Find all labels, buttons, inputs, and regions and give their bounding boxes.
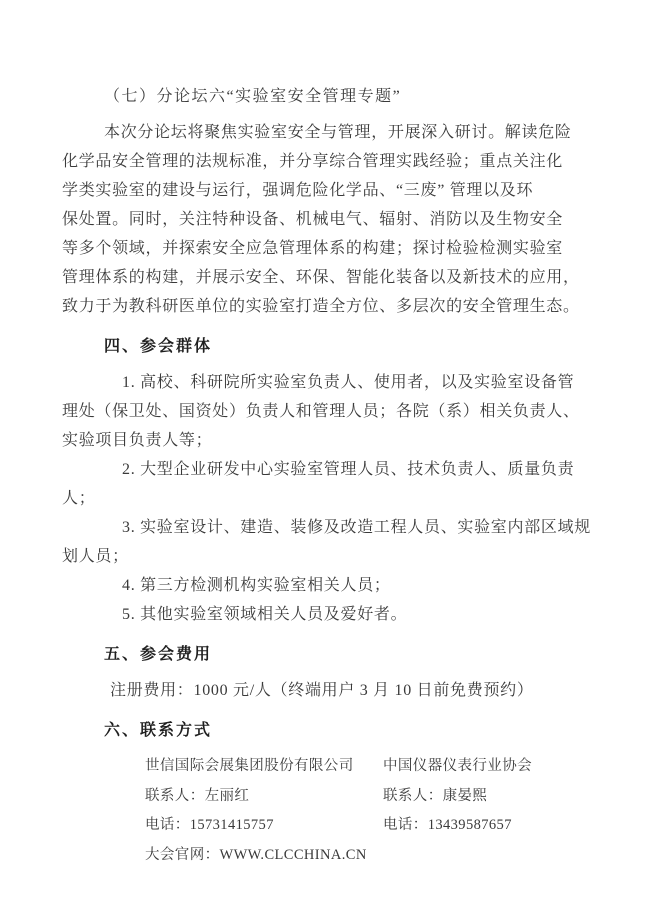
list-item-line: 2. 大型企业研发中心实验室管理人员、技术负责人、质量负责 — [122, 461, 575, 478]
contact-person: 联系人：左丽红 — [145, 787, 250, 804]
list-item-line: 实验项目负责人等； — [62, 432, 213, 449]
contact-column-right — [383, 752, 572, 870]
list-item-line: 1. 高校、科研院所实验室负责人、使用者，以及实验室设备管 — [122, 374, 575, 391]
participants-list — [62, 368, 592, 629]
contact-phone: 电话：13439587657 — [383, 817, 512, 833]
contact-org-name: 世信国际会展集团股份有限公司 — [145, 758, 354, 774]
contact-phone: 电话：15731415757 — [145, 817, 274, 833]
paragraph-line: 学类实验室的建设与运行，强调危险化学品、“三废” 管理以及环 — [62, 182, 534, 199]
paragraph-line: 化学品安全管理的法规标准，并分享综合管理实践经验；重点关注化 — [62, 153, 564, 170]
list-item-line: 理处（保卫处、国资处）负责人和管理人员；各院（系）相关负责人、 — [62, 403, 580, 420]
list-item-line: 划人员； — [62, 548, 129, 565]
list-item-line: 人； — [62, 490, 96, 507]
list-item-line: 4. 第三方检测机构实验室相关人员； — [122, 577, 391, 594]
contact-table — [145, 752, 572, 870]
paragraph-line: 保处置。同时，关注特种设备、机械电气、辐射、消防以及生物安全 — [62, 211, 564, 228]
section-heading-participants: 四、参会群体 — [104, 338, 213, 355]
contact-org-name: 中国仪器仪表行业协会 — [383, 758, 532, 774]
list-item-line: 5. 其他实验室领域相关人员及爱好者。 — [122, 606, 408, 623]
paragraph-line: 本次分论坛将聚焦实验室安全与管理，开展深入研讨。解读危险 — [104, 124, 572, 141]
section-heading-contacts: 六、联系方式 — [104, 722, 213, 739]
contact-person: 联系人：康晏熙 — [383, 787, 488, 804]
section-heading-fee: 五、参会费用 — [104, 646, 213, 663]
conference-website: 大会官网：WWW.CLCCHINA.CN — [145, 846, 367, 863]
paragraph-line: 等多个领域，并探索安全应急管理体系的构建；探讨检验检测实验室 — [62, 240, 564, 257]
subforum-heading: （七）分论坛六“实验室安全管理专题” — [104, 88, 402, 105]
contact-column-left — [145, 752, 383, 870]
paragraph-line: 管理体系的构建，并展示安全、环保、智能化装备以及新技术的应用， — [62, 269, 580, 286]
subforum-paragraph — [62, 118, 580, 321]
list-item-line: 3. 实验室设计、建造、装修及改造工程人员、实验室内部区域规 — [122, 519, 592, 536]
paragraph-line: 致力于为教科研医单位的实验室打造全方位、多层次的安全管理生态。 — [62, 298, 580, 315]
fee-line: 注册费用：1000 元/人（终端用户 3 月 10 日前免费预约） — [110, 682, 534, 699]
